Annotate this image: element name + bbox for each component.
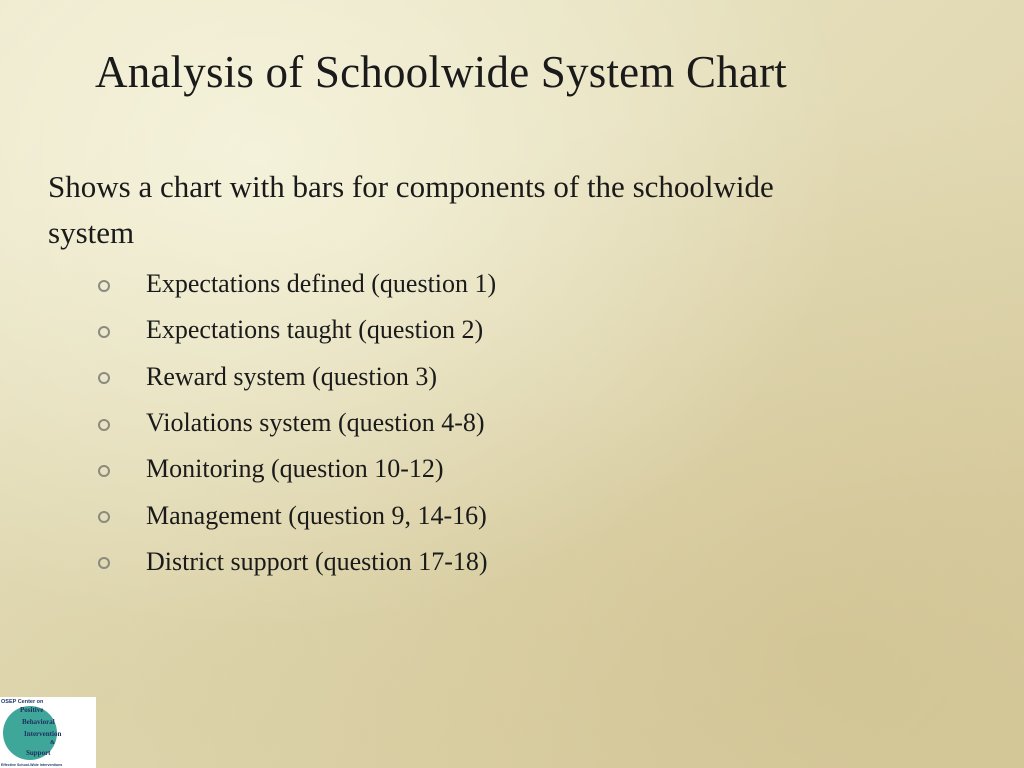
bullet-text: Expectations defined (question 1) [146,269,497,299]
logo-tagline: Effective School-Wide Interventions [1,763,63,767]
bullet-ring-icon [98,280,110,292]
logo-line-positive: Positive [20,706,44,714]
bullet-ring-icon [98,326,110,338]
bullet-text: Monitoring (question 10-12) [146,454,444,484]
bullet-ring-icon [98,372,110,384]
bullet-item [98,261,496,307]
intro-text: Shows a chart with bars for components of the schoolwide system [48,169,774,250]
bullet-item [98,400,496,446]
bullet-text: District support (question 17-18) [146,546,488,576]
logo-line-intervention: Intervention [24,730,62,738]
bullet-ring-icon [98,419,110,431]
bullet-ring-icon [98,511,110,523]
pbis-logo-icon [0,697,96,768]
bullet-text: Expectations taught (question 2) [146,315,484,345]
bullet-item [98,492,496,538]
logo-amp: & [50,740,55,746]
pbis-logo [0,697,96,768]
bullet-text: Reward system (question 3) [146,361,438,391]
logo-header: OSEP Center on [1,699,44,705]
logo-line-behavioral: Behavioral [22,718,55,726]
bullet-text: Management (question 9, 14-16) [146,500,487,530]
bullet-item [98,446,496,492]
logo-line-support: Support [26,749,51,757]
bullet-list [98,261,496,585]
bullet-ring-icon [98,557,110,569]
bullet-ring-icon [98,465,110,477]
bullet-item [98,539,496,585]
slide-title: Analysis of Schoolwide System Chart [95,47,787,97]
bullet-text: Violations system (question 4-8) [146,408,485,438]
bullet-item [98,354,496,400]
bullet-item [98,307,496,353]
